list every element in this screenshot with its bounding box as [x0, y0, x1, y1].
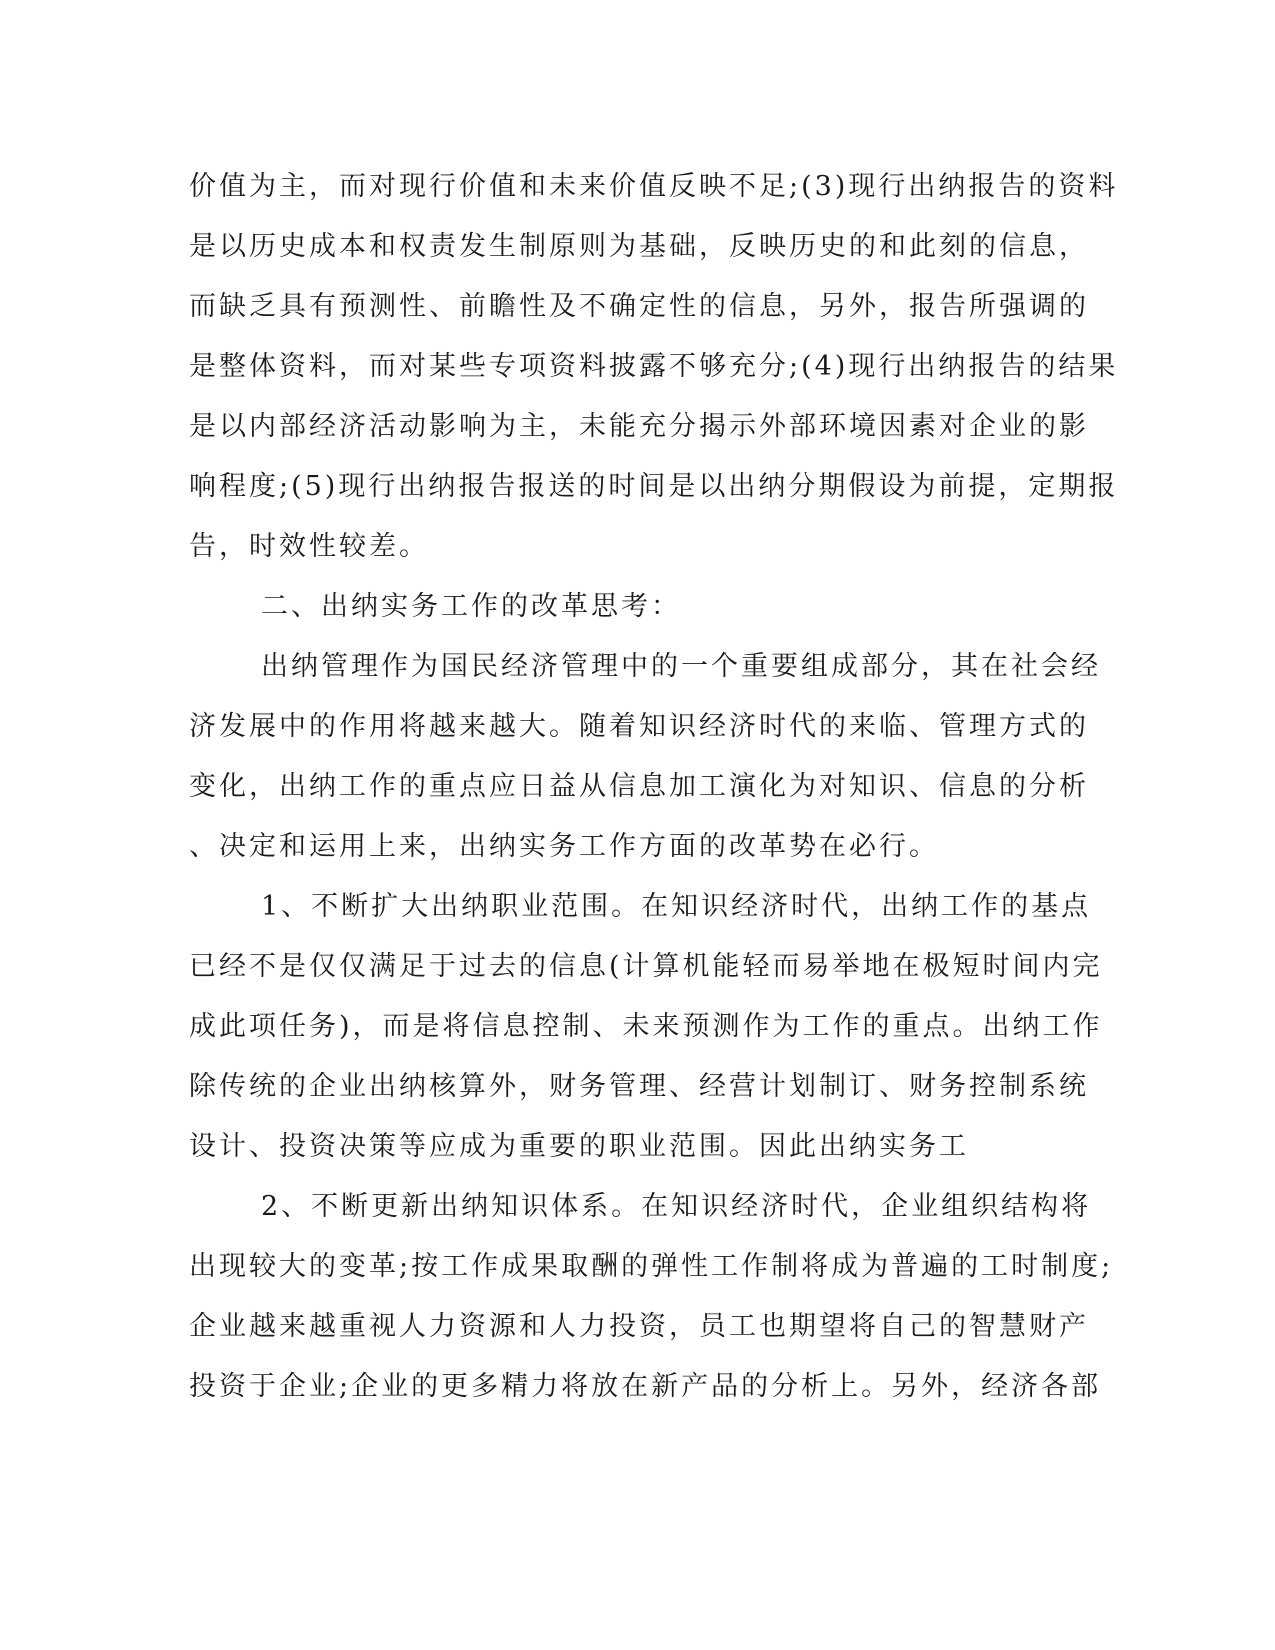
text-line: 投资于企业;企业的更多精力将放在新产品的分析上。另外，经济各部: [189, 1371, 1102, 1402]
text-line: 除传统的企业出纳核算外，财务管理、经营计划制订、财务控制系统: [189, 1071, 1089, 1102]
text-line: 响程度;(5)现行出纳报告报送的时间是以出纳分期假设为前提，定期报: [189, 471, 1119, 502]
text-line: 告，时效性较差。: [189, 531, 429, 562]
text-line: 是整体资料，而对某些专项资料披露不够充分;(4)现行出纳报告的结果: [189, 351, 1119, 382]
text-line: 出现较大的变革;按工作成果取酬的弹性工作制将成为普遍的工时制度;: [189, 1251, 1114, 1282]
text-line: 成此项任务)，而是将信息控制、未来预测作为工作的重点。出纳工作: [189, 1011, 1103, 1042]
text-line: 已经不是仅仅满足于过去的信息(计算机能轻而易举地在极短时间内完: [189, 951, 1103, 982]
text-line: 2、不断更新出纳知识体系。在知识经济时代，企业组织结构将: [261, 1191, 1092, 1222]
text-line: 价值为主，而对现行价值和未来价值反映不足;(3)现行出纳报告的资料: [189, 171, 1119, 202]
text-line: 设计、投资决策等应成为重要的职业范围。因此出纳实务工: [189, 1131, 969, 1162]
text-line: 是以内部经济活动影响为主，未能充分揭示外部环境因素对企业的影: [189, 411, 1089, 442]
text-line: 二、出纳实务工作的改革思考：: [261, 591, 681, 622]
text-line: 出纳管理作为国民经济管理中的一个重要组成部分，其在社会经: [261, 651, 1101, 682]
text-line: 济发展中的作用将越来越大。随着知识经济时代的来临、管理方式的: [189, 711, 1089, 742]
text-line: 是以历史成本和权责发生制原则为基础，反映历史的和此刻的信息，: [189, 231, 1089, 262]
text-line: 1、不断扩大出纳职业范围。在知识经济时代，出纳工作的基点: [261, 891, 1092, 922]
text-line: 、决定和运用上来，出纳实务工作方面的改革势在必行。: [189, 831, 939, 862]
text-line: 而缺乏具有预测性、前瞻性及不确定性的信息，另外，报告所强调的: [189, 291, 1089, 322]
document-body: [189, 163, 1119, 1423]
text-line: 企业越来越重视人力资源和人力投资，员工也期望将自己的智慧财产: [189, 1311, 1089, 1342]
text-line: 变化，出纳工作的重点应日益从信息加工演化为对知识、信息的分析: [189, 771, 1089, 802]
